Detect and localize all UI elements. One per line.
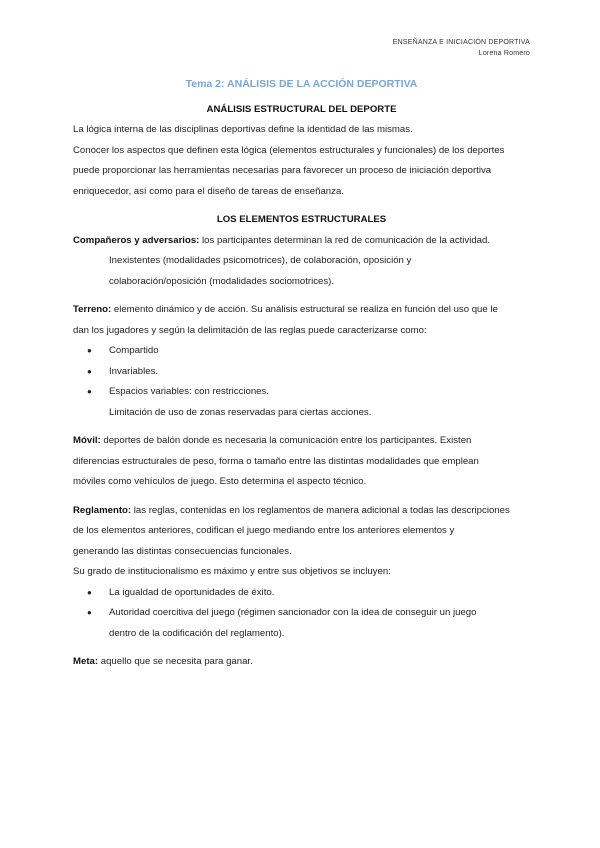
reglamento-bullet-list	[73, 583, 530, 624]
document-title: Tema 2: ANÁLISIS DE LA ACCIÓN DEPORTIVA	[185, 78, 418, 90]
term-meta: Meta:	[73, 656, 99, 667]
term-terreno: Terreno:	[73, 304, 112, 315]
section-heading-elementos: LOS ELEMENTOS ESTRUCTURALES	[216, 214, 387, 225]
header-author: Lorena Romero	[478, 50, 530, 57]
paragraph-line: de los elementos anteriores, codifican el juego mediando entre los anteriores elementos y	[73, 525, 455, 536]
paragraph-line: dan los jugadores y según la delimitación de las reglas puede caracterizarse como:	[73, 324, 427, 336]
terreno-bullet-list	[73, 341, 530, 403]
list-item: ● Invariables.	[73, 362, 530, 383]
list-item: ● Autoridad coercitiva del juego (régimen sancionador con la idea de conseguir un juego	[73, 603, 530, 624]
page-header	[393, 37, 530, 59]
paragraph-line: diferencias estructurales de peso, forma o tamaño entre las distintas modalidades que emplean	[73, 455, 479, 467]
paragraph-line: puede proporcionar las herramientas necesarias para favorecer un proceso de iniciación deportiva	[73, 165, 492, 176]
bullet-icon: ●	[87, 387, 92, 396]
document-body	[73, 74, 530, 673]
indented-line: Limitación de uso de zonas reservadas para ciertas acciones.	[109, 406, 372, 418]
indented-line: colaboración/oposición (modalidades sociomotrices).	[109, 275, 335, 287]
spacer	[73, 423, 530, 431]
movil-text: deportes de balón donde es necesaria la comunicación entre los participantes. Existen	[100, 435, 472, 446]
list-item: ● Espacios variables: con restricciones.	[73, 382, 530, 403]
paragraph-line: La lógica interna de las disciplinas deportivas define la identidad de las mismas.	[73, 124, 413, 135]
spacer	[73, 292, 530, 300]
paragraph-terreno	[73, 300, 530, 321]
companeros-text: los participantes determinan la red de comunicación de la actividad.	[199, 234, 491, 246]
meta-text: aquello que se necesita para ganar.	[98, 656, 253, 667]
term-movil: Móvil:	[73, 435, 101, 446]
header-course: ENSEÑANZA E INICIACIÓN DEPORTIVA	[392, 39, 530, 46]
bullet-icon: ●	[87, 587, 92, 597]
paragraph-line: enriquecedor, así como para el diseño de tareas de enseñanza.	[73, 185, 344, 197]
paragraph-line: Su grado de institucionalismo es máximo y entre sus objetivos se incluyen:	[73, 566, 391, 577]
bullet-icon: ●	[87, 366, 92, 376]
paragraph-companeros	[73, 231, 530, 252]
bullet-icon: ●	[87, 608, 92, 617]
list-item: ● La igualdad de oportunidades de éxito.	[73, 583, 530, 604]
term-companeros: Compañeros y adversarios:	[73, 234, 200, 246]
indented-line: dentro de la codificación del reglamento).	[109, 627, 285, 639]
indented-line: Inexistentes (modalidades psicomotrices), de colaboración, oposición y	[109, 255, 412, 266]
term-reglamento: Reglamento:	[73, 504, 132, 516]
list-item: ● Compartido	[73, 341, 530, 362]
paragraph-reglamento	[73, 501, 530, 522]
paragraph-line: generando las distintas consecuencias funcionales.	[73, 545, 292, 557]
paragraph-line: móviles como vehículos de juego. Esto determina el aspecto técnico.	[73, 476, 367, 487]
paragraph-line: Conocer los aspectos que definen esta lógica (elementos estructurales y funcionales) de los deportes	[73, 144, 505, 156]
spacer	[73, 493, 530, 501]
paragraph-movil	[73, 431, 530, 452]
paragraph-meta	[73, 652, 530, 673]
spacer	[73, 644, 530, 652]
section-heading-analisis: ANÁLISIS ESTRUCTURAL DEL DEPORTE	[206, 103, 397, 115]
reglamento-text: las reglas, contenidas en los reglamentos de manera adicional a todas las descripciones	[131, 504, 510, 516]
bullet-icon: ●	[87, 346, 92, 355]
terreno-text: elemento dinámico y de acción. Su análisis estructural se realiza en función del uso que le	[111, 304, 498, 315]
spacer	[73, 202, 530, 210]
